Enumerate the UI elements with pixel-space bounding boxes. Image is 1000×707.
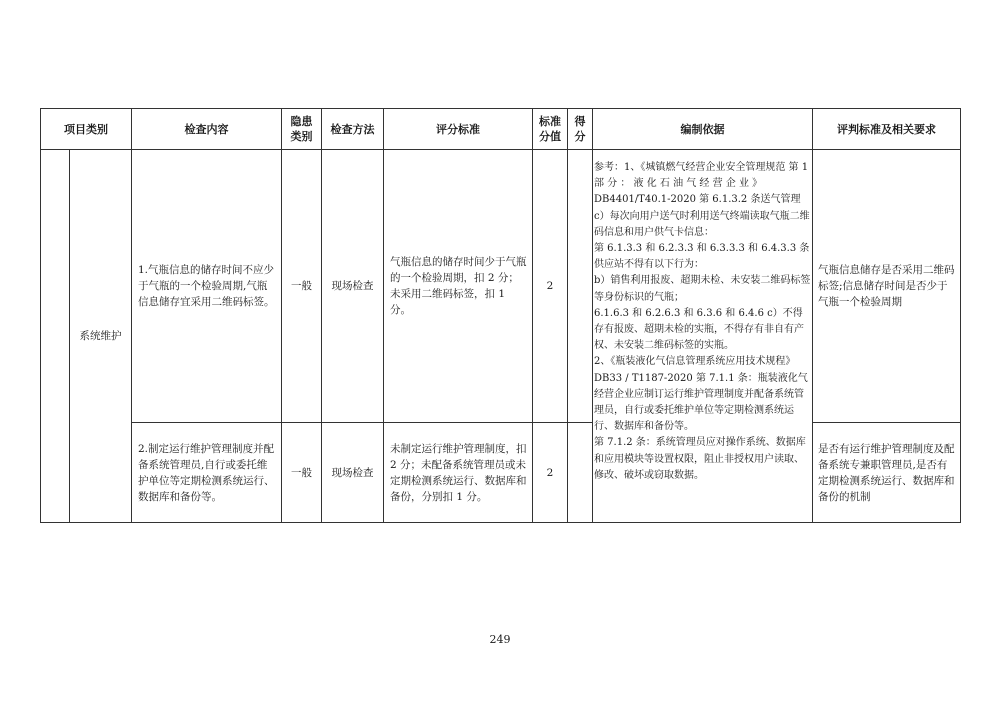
basis-paragraph: 6.1.6.3 和 6.2.6.3 和 6.3.6 和 6.4.6 c）不得存有报废、超期未检的实瓶，不得存有非自有产权、未安装二维码标签的实瓶。 (594, 307, 804, 352)
header-content: 检查内容 (184, 122, 229, 136)
header-method: 检查方法 (330, 122, 375, 136)
header-std-score: 标准分值 (539, 115, 561, 143)
row2-method: 现场检查 (331, 466, 374, 479)
row2-std-score: 2 (546, 466, 554, 479)
row1-hazard: 一般 (291, 280, 312, 292)
row1-std-score: 2 (546, 280, 554, 292)
basis-paragraph: c）每次向用户送气时利用送气终端读取气瓶二维码信息和用户供气卡信息： (594, 210, 810, 238)
page-number: 249 (489, 633, 511, 646)
row1-requirement: 气瓶信息储存是否采用二维码标签;信息储存时间是否少于气瓶一个检验周期 (818, 264, 955, 308)
basis-paragraph: 第 7.1.2 条：系统管理员应对操作系统、数据库和应用模块等设置权限，阻止非授权用户读取、修改、破坏或窃取数据。 (594, 437, 806, 481)
row2-content: 2.制定运行维护管理制度并配备系统管理员,自行或委托维护单位等定期检测系统运行、数据库和备份等。 (138, 442, 275, 503)
header-scoring: 评分标准 (436, 122, 480, 136)
basis-paragraph: 第 6.1.3.3 和 6.2.3.3 和 6.3.3.3 和 6.4.3.3 条供应站不得有以下行为： (594, 243, 810, 271)
row1-scoring: 气瓶信息的储存时间少于气瓶的一个检验周期，扣 2 分；未采用二维码标签，扣 1 分。 (390, 256, 527, 316)
basis-paragraph: 2、《瓶装液化气信息管理系统应用技术规程》DB33 / T1187-2020 第 7.1.1 条：瓶装液化气经营企业应制订运行维护管理制度并配备系统管理员，自行或委托维护单位等定期检测系统运行、数据库和备份等。 (594, 356, 808, 433)
basis-paragraph: 参考：1、《城镇燃气经营企业安全管理规范 第 1 部 分 ： 液 化 石 油 气 经 营 企 业 》DB4401/T40.1-2020 第 6.1.3.2 条送气管理 (594, 162, 809, 206)
row1-method: 现场检查 (331, 280, 374, 292)
header-category: 项目类别 (64, 122, 108, 136)
basis-text (594, 160, 812, 484)
row2-hazard: 一般 (291, 466, 312, 479)
row2-scoring: 未制定运行维护管理制度，扣 2 分；未配备系统管理员或未定期检测系统运行、数据库和备份，分别扣 1 分。 (390, 442, 527, 503)
category-label: 系统维护 (79, 330, 122, 342)
header-requirements: 评判标准及相关要求 (837, 122, 936, 136)
header-score: 得分 (574, 115, 586, 143)
basis-paragraph: b）销售利用报废、超期未检、未安装二维码标签等身份标识的气瓶； (594, 275, 811, 303)
header-hazard-type: 隐患类别 (290, 115, 313, 143)
row2-requirement: 是否有运行维护管理制度及配备系统专兼职管理员,是否有定期检测系统运行、数据库和备份的机制 (818, 442, 955, 503)
row1-content: 1.气瓶信息的储存时间不应少于气瓶的一个检验周期,气瓶信息储存宜采用二维码标签。 (138, 264, 275, 308)
header-basis: 编制依据 (680, 122, 725, 136)
